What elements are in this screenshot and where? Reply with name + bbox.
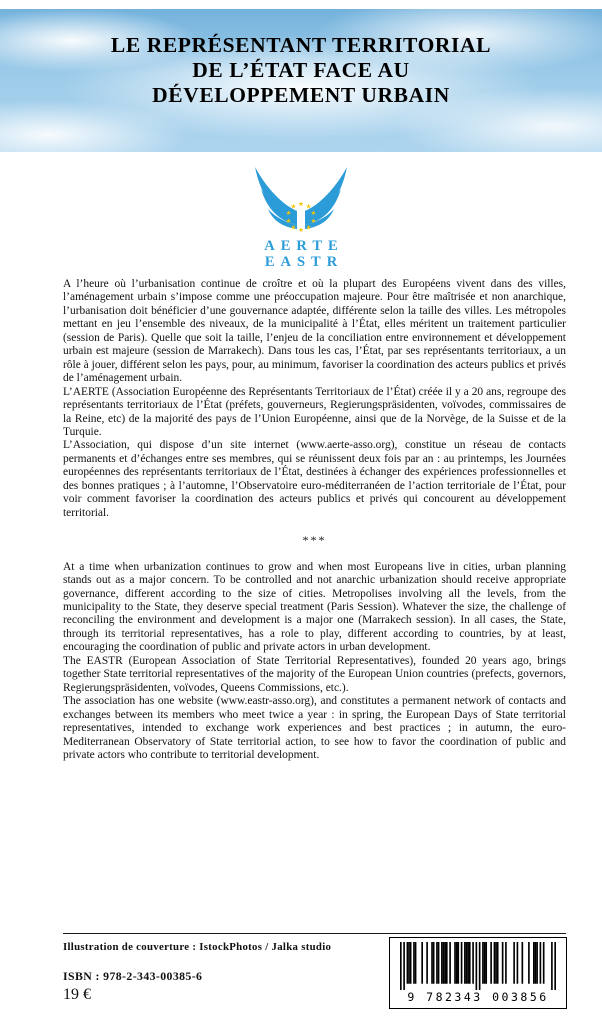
- aerte-eastr-wings-icon: [226, 163, 376, 239]
- barcode-number: 9 782343 003856: [407, 990, 549, 1004]
- english-blurb-paragraph-1: At a time when urbanization continues to grow and when most Europeans live in cities, urban planning stands out as a major concern. To be controlled and not anarchic urbanization should receive appropriate governance, different according to the size of cities. Metropolises involving all the levels, from the municipality to the State, they deserve special treatment (Paris Session). Whatever the size, the challenge of reconciling the environment and development is a major one (Marrakech session). In all cases, the State, through its territorial representatives, has a role to play, different according to countries, by at least, encouraging the coordination of public and private actors in urban development.: [63, 560, 566, 654]
- svg-text:★: ★: [305, 223, 312, 232]
- publisher-logo: [0, 163, 602, 270]
- title-line-2: DE L’ÉTAT FACE AU: [192, 58, 410, 82]
- english-blurb-paragraph-2: The EASTR (European Association of State Territorial Representatives), founded 20 years ago, brings together State territorial representatives of the majority of the European Union countries (prefects, governors, Regierungspräsidenten, voïvodes, Queens Commissions, etc.).: [63, 654, 566, 694]
- svg-text:★: ★: [290, 223, 297, 232]
- svg-text:★: ★: [290, 202, 297, 211]
- svg-text:★: ★: [298, 200, 304, 208]
- svg-text:★: ★: [298, 226, 304, 234]
- svg-text:★: ★: [310, 209, 317, 217]
- book-title: [0, 33, 602, 108]
- logo-acronym-french: AERTE: [264, 238, 344, 254]
- blurb-text: [63, 278, 566, 762]
- french-blurb-paragraph-2: L’AERTE (Association Européenne des Représentants Territoriaux de l’État) créée il y a 20 ans, regroupe des représentants territoriaux de l’État (préfets, gouverneurs, Regierungspräsidenten, voïvodes, commissaires de la Reine, etc) de la majorité des pays de l’Union Européenne, ainsi que de la Norvège, de la Suisse et de la Turquie.: [63, 385, 566, 438]
- ean13-barcode-icon: [400, 942, 556, 990]
- price-text: 19 €: [63, 986, 91, 1003]
- english-blurb-paragraph-3: The association has one website (www.eastr-asso.org), and constitutes a permanent network of contacts and exchanges between its members who meet twice a year : in spring, the European Days of State territorial representatives, intended to exchange work experiences and best practices ; in autumn, the euro-Mediterranean Observatory of State territorial action, to see how to favor the coordination of public and private actors who contribute to territorial development.: [63, 695, 566, 761]
- footer-divider: [63, 933, 566, 934]
- french-blurb-paragraph-1: A l’heure où l’urbanisation continue de croître et où la plupart des Européens vivent dans des villes, l’aménagement urbain s’impose comme une préoccupation majeure. Pour être maîtrisée et non anarchique, l’urbanisation doit bénéficier d’une gouvernance adaptée, différente selon la taille des villes. Les métropoles mettant en jeu l’ensemble des niveaux, de la municipalité à l’État, elles méritent un traitement particulier (session de Paris). Quelle que soit la taille, l’enjeu de la conciliation entre environnement et développement urbain est majeure (session de Marrakech). Dans tous les cas, l’État, par ses représentants territoriaux, a un rôle à jouer, différent selon les pays, pour, au minimum, favoriser la coordination des acteurs publics et privés de l’aménagement urbain.: [63, 278, 566, 385]
- svg-text:★: ★: [305, 202, 312, 211]
- svg-text:★: ★: [285, 209, 292, 217]
- svg-text:★: ★: [285, 217, 292, 225]
- cover-sky-image: [0, 9, 602, 152]
- section-separator: ***: [302, 533, 327, 548]
- french-blurb-paragraph-3: L’Association, qui dispose d’un site internet (www.aerte-asso.org), constitue un réseau de contacts permanents et d’échanges entre ses membres, qui se réunissent deux fois par an : au printemps, les Journées européennes des représentants territoriaux de l’État, destinées à échanger des expériences professionnelles et des bonnes pratiques ; à l’automne, l’Observatoire euro-méditerranéen de l’action territoriale de l’État, pour voir comment favoriser la coordination des acteurs publics et privés qui concourent au développement territorial.: [63, 439, 566, 519]
- title-line-1: LE REPRÉSENTANT TERRITORIAL: [110, 33, 492, 57]
- logo-acronym-english: EASTR: [264, 253, 344, 270]
- title-line-3: DÉVELOPPEMENT URBAIN: [152, 83, 450, 107]
- svg-text:★: ★: [310, 217, 317, 225]
- cover-illustration-credit: Illustration de couverture : IstockPhotos / Jalka studio: [63, 941, 332, 953]
- isbn-text: ISBN : 978-2-343-00385-6: [63, 969, 203, 983]
- barcode: [389, 937, 567, 1009]
- star-ring-icon: [286, 200, 317, 234]
